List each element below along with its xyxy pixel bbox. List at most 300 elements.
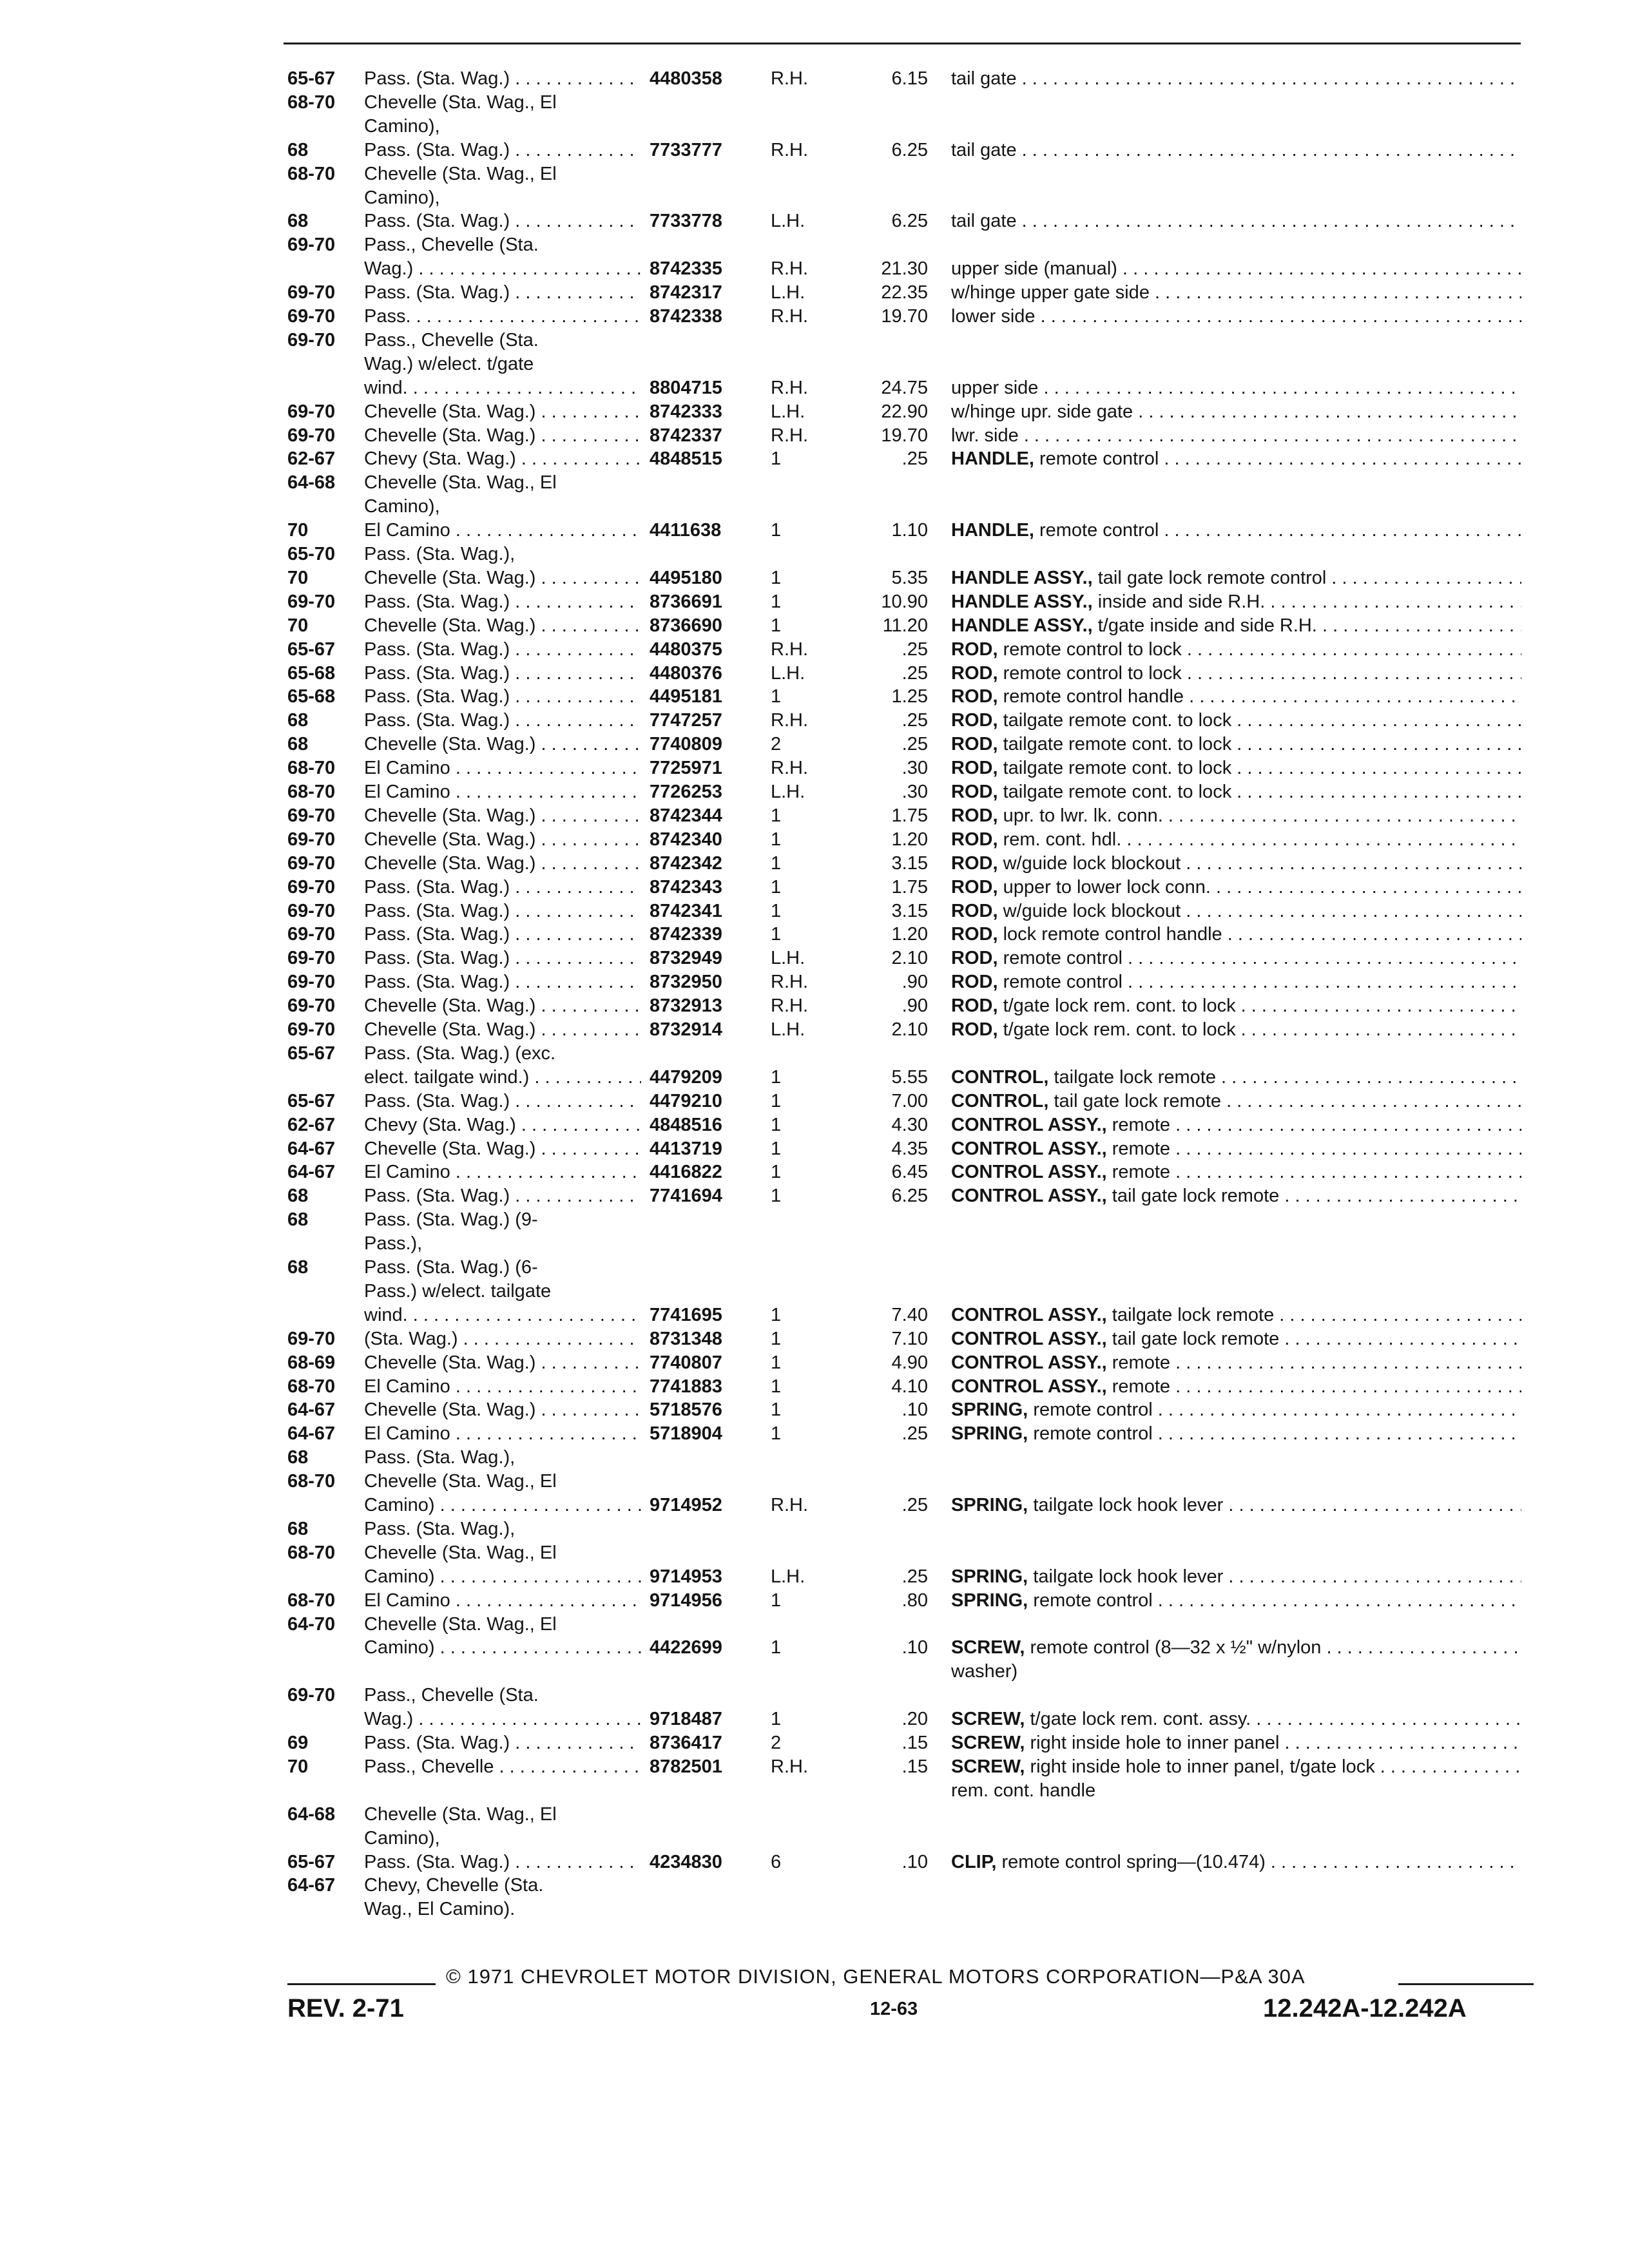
part-number: 8742333: [650, 401, 722, 422]
part-name: CONTROL ASSY.,: [951, 1139, 1107, 1159]
parts-row: [0, 1042, 1629, 1065]
parts-row: [0, 1327, 1629, 1350]
part-name: HANDLE,: [951, 520, 1034, 541]
application: Chevelle (Sta. Wag., El: [364, 1542, 557, 1563]
description: [951, 1731, 1521, 1754]
part-name: CONTROL ASSY.,: [951, 1352, 1107, 1373]
part-number: 7741883: [650, 1376, 722, 1397]
application: wind. . . .: [364, 376, 641, 399]
part-number: 8732914: [650, 1019, 722, 1040]
model-years: 68-70: [287, 1376, 336, 1397]
model-years: 65-68: [287, 686, 336, 707]
part-detail: tailgate lock hook lever: [1033, 1495, 1224, 1515]
part-detail: t/gate inside and side R.H.: [1097, 615, 1317, 636]
part-detail: remote control: [1033, 1423, 1153, 1444]
part-detail: tailgate remote cont. to lock: [1003, 758, 1232, 778]
part-number: 9714956: [650, 1590, 722, 1611]
application: Pass. (Sta. Wag.) . . .: [364, 923, 641, 946]
description: [951, 209, 1521, 233]
application: Chevelle (Sta. Wag., El: [364, 1614, 557, 1635]
parts-row: [0, 305, 1629, 328]
part-number: 8742341: [650, 901, 722, 921]
parts-row: [0, 1113, 1629, 1137]
part-detail: rem. cont. handle: [951, 1780, 1096, 1801]
description: [951, 994, 1521, 1017]
application: Pass. (Sta. Wag.) . . .: [364, 662, 641, 685]
quantity-or-side: R.H.: [771, 258, 808, 279]
list-price: 24.75: [881, 378, 928, 398]
model-years: 64-67: [287, 1399, 336, 1420]
part-number: 4411638: [650, 520, 722, 541]
description: [951, 1589, 1521, 1612]
parts-row: [0, 1898, 1629, 1921]
application: Pass. (Sta. Wag.),: [364, 1447, 516, 1468]
application: Pass. (Sta. Wag.) (9-: [364, 1209, 538, 1230]
model-years: 69-70: [287, 853, 336, 874]
application: Chevelle (Sta. Wag., El: [364, 1804, 557, 1825]
part-number: 4848515: [650, 448, 722, 469]
list-price: .25: [901, 639, 928, 660]
part-detail: t/gate lock rem. cont. assy.: [1030, 1709, 1251, 1729]
part-name: ROD,: [951, 829, 998, 850]
description: [951, 970, 1521, 994]
list-price: .90: [901, 995, 928, 1016]
part-number: 4495180: [650, 568, 722, 588]
description: [951, 566, 1521, 590]
parts-row: [0, 709, 1629, 732]
application: Pass. (Sta. Wag.) . . .: [364, 685, 641, 708]
part-name: SCREW,: [951, 1709, 1025, 1729]
description: [951, 1160, 1521, 1184]
part-detail: w/guide lock blockout: [1003, 901, 1181, 921]
parts-row: [0, 447, 1629, 470]
application: Wag.) w/elect. t/gate: [364, 354, 534, 374]
quantity-or-side: L.H.: [771, 401, 805, 422]
application: Pass., Chevelle (Sta.: [364, 330, 539, 351]
model-years: 68-70: [287, 1542, 336, 1563]
application: Pass. (Sta. Wag.) . . .: [364, 899, 641, 923]
application: Pass. (Sta. Wag.) . . .: [364, 1090, 641, 1113]
description: [951, 400, 1521, 423]
part-detail: washer): [951, 1661, 1018, 1682]
model-years: 68-70: [287, 164, 336, 184]
application: Pass. (Sta. Wag.) . . .: [364, 947, 641, 970]
part-name: SCREW,: [951, 1733, 1025, 1753]
model-years: 65-67: [287, 68, 336, 89]
part-number: 8742337: [650, 425, 722, 446]
model-years: 68: [287, 1257, 309, 1278]
list-price: .80: [901, 1590, 928, 1611]
parts-row: [0, 1470, 1629, 1493]
application: Pass. (Sta. Wag.) . . .: [364, 876, 641, 899]
application: wind. . . .: [364, 1303, 641, 1327]
part-number: 7733777: [650, 140, 722, 160]
parts-row: [0, 1184, 1629, 1207]
part-name: CONTROL ASSY.,: [951, 1115, 1107, 1135]
description: [951, 281, 1521, 304]
part-detail: tailgate lock hook lever: [1033, 1566, 1224, 1587]
parts-row: [0, 115, 1629, 138]
description: [951, 876, 1521, 899]
description: [951, 1137, 1521, 1160]
part-name: CONTROL,: [951, 1091, 1049, 1111]
parts-row: [0, 638, 1629, 661]
parts-row: [0, 590, 1629, 613]
model-years: 69-70: [287, 235, 336, 255]
model-years: 65-67: [287, 1091, 336, 1111]
list-price: .25: [901, 734, 928, 754]
part-number: 4480376: [650, 663, 722, 684]
part-number: 8732913: [650, 995, 722, 1016]
parts-row: [0, 756, 1629, 780]
part-detail: tail gate lock remote: [1112, 1329, 1280, 1349]
parts-row: [0, 614, 1629, 637]
quantity-or-side: 2: [771, 734, 782, 754]
application: Chevelle (Sta. Wag.) . . .: [364, 1351, 641, 1374]
parts-row: [0, 899, 1629, 923]
part-detail: t/gate lock rem. cont. to lock: [1003, 1019, 1236, 1040]
parts-row: [0, 352, 1629, 376]
parts-row: [0, 876, 1629, 899]
description: [951, 733, 1521, 756]
part-name: ROD,: [951, 1019, 998, 1040]
description: [951, 1850, 1521, 1874]
list-price: .25: [901, 448, 928, 469]
description: [951, 638, 1521, 661]
part-name: SCREW,: [951, 1637, 1025, 1658]
top-rule: [284, 43, 1521, 44]
part-number: 4416822: [650, 1162, 722, 1182]
part-detail: remote control spring—(10.474): [1001, 1852, 1266, 1872]
list-price: 7.00: [891, 1091, 928, 1111]
part-detail: remote: [1112, 1115, 1171, 1135]
part-number: 8742342: [650, 853, 722, 874]
quantity-or-side: R.H.: [771, 425, 808, 446]
part-name: CONTROL ASSY.,: [951, 1186, 1107, 1206]
list-price: .25: [901, 663, 928, 684]
description: [951, 756, 1521, 780]
parts-row: [0, 1375, 1629, 1398]
application: Pass. . . .: [364, 305, 641, 328]
part-number: 8736691: [650, 591, 722, 612]
quantity-or-side: 1: [771, 1305, 782, 1325]
application: Chevelle (Sta. Wag.) . . .: [364, 804, 641, 827]
part-detail: upper side: [951, 378, 1039, 398]
part-number: 7740807: [650, 1352, 722, 1373]
quantity-or-side: 1: [771, 591, 782, 612]
description: [951, 899, 1521, 923]
quantity-or-side: L.H.: [771, 1019, 805, 1040]
part-detail: remote: [1112, 1352, 1171, 1373]
part-number: 8782501: [650, 1756, 722, 1777]
footer-rule-left: [287, 1983, 436, 1985]
parts-row: [0, 685, 1629, 708]
quantity-or-side: 1: [771, 924, 782, 945]
application: (Sta. Wag.) . . .: [364, 1327, 641, 1350]
parts-row: [0, 1018, 1629, 1041]
application: Chevelle (Sta. Wag.) . . .: [364, 1137, 641, 1160]
description: [951, 1113, 1521, 1137]
model-years: 69-70: [287, 877, 336, 898]
parts-row: [0, 733, 1629, 756]
list-price: .30: [901, 758, 928, 778]
model-years: 69-70: [287, 306, 336, 327]
list-price: 22.90: [881, 401, 928, 422]
application: Pass. (Sta. Wag.) . . .: [364, 139, 641, 162]
description: [951, 1090, 1521, 1113]
part-detail: remote control: [1003, 948, 1123, 968]
list-price: 5.55: [891, 1067, 928, 1088]
part-detail: inside and side R.H.: [1097, 591, 1266, 612]
list-price: 6.25: [891, 211, 928, 231]
parts-row: [0, 1422, 1629, 1445]
parts-row: [0, 519, 1629, 542]
description: [951, 1707, 1521, 1731]
part-number: 9718487: [650, 1709, 722, 1729]
list-price: 3.15: [891, 901, 928, 921]
model-years: 65-70: [287, 544, 336, 564]
part-name: ROD,: [951, 924, 998, 945]
quantity-or-side: 1: [771, 877, 782, 898]
parts-row: [0, 1874, 1629, 1897]
model-years: 65-67: [287, 639, 336, 660]
list-price: .10: [901, 1637, 928, 1658]
description: [951, 1779, 1521, 1802]
list-price: 10.90: [881, 591, 928, 612]
model-years: 69-70: [287, 1685, 336, 1706]
part-detail: w/hinge upr. side gate: [951, 401, 1133, 422]
parts-row: [0, 1779, 1629, 1802]
model-years: 68: [287, 710, 309, 731]
parts-row: [0, 329, 1629, 352]
application: Camino),: [364, 496, 440, 517]
parts-row: [0, 471, 1629, 494]
model-years: 69-70: [287, 995, 336, 1016]
application: El Camino . . .: [364, 519, 641, 542]
model-years: 69-70: [287, 829, 336, 850]
application: Pass. (Sta. Wag.) . . .: [364, 67, 641, 90]
copyright-text: © 1971 CHEVROLET MOTOR DIVISION, GENERAL MOTORS CORPORATION—P&A 30A: [446, 1965, 1306, 1988]
description: [951, 139, 1521, 162]
parts-row: [0, 947, 1629, 970]
parts-row: [0, 1707, 1629, 1731]
parts-row: [0, 994, 1629, 1017]
list-price: .25: [901, 1495, 928, 1515]
list-price: .25: [901, 1423, 928, 1444]
part-detail: lwr. side: [951, 425, 1019, 446]
part-number: 8742338: [650, 306, 722, 327]
description: [951, 424, 1521, 447]
model-years: 69-70: [287, 1329, 336, 1349]
model-years: 68-70: [287, 92, 336, 113]
footer-bottom-line: [0, 1992, 1629, 2024]
description: [951, 257, 1521, 280]
list-price: 1.75: [891, 805, 928, 826]
footer-copyright-line: [0, 1964, 1629, 1990]
model-years: 65-67: [287, 1852, 336, 1872]
parts-row: [0, 1660, 1629, 1683]
parts-row: [0, 400, 1629, 423]
quantity-or-side: 1: [771, 1091, 782, 1111]
part-number: 8732950: [650, 972, 722, 992]
quantity-or-side: L.H.: [771, 282, 805, 303]
part-detail: remote control to lock: [1003, 639, 1182, 660]
part-number: 8736690: [650, 615, 722, 636]
part-detail: lock remote control handle: [1003, 924, 1222, 945]
list-price: 1.20: [891, 829, 928, 850]
part-name: ROD,: [951, 734, 998, 754]
part-number: 4422699: [650, 1637, 722, 1658]
part-number: 4234830: [650, 1852, 722, 1872]
description: [951, 590, 1521, 613]
application: El Camino . . .: [364, 1422, 641, 1445]
model-years: 69-70: [287, 805, 336, 826]
model-years: 64-67: [287, 1162, 336, 1182]
part-detail: tailgate lock remote: [1112, 1305, 1275, 1325]
application: Pass. (Sta. Wag.) . . .: [364, 638, 641, 661]
model-years: 68: [287, 211, 309, 231]
quantity-or-side: R.H.: [771, 306, 808, 327]
quantity-or-side: 6: [771, 1852, 782, 1872]
list-price: 19.70: [881, 425, 928, 446]
list-price: 4.10: [891, 1376, 928, 1397]
quantity-or-side: R.H.: [771, 1756, 808, 1777]
application: Pass.),: [364, 1233, 423, 1254]
part-number: 7733778: [650, 211, 722, 231]
model-years: 69-70: [287, 972, 336, 992]
model-years: 69-70: [287, 401, 336, 422]
part-detail: tailgate remote cont. to lock: [1003, 734, 1232, 754]
list-price: .25: [901, 710, 928, 731]
part-detail: w/hinge upper gate side: [951, 282, 1150, 303]
part-detail: tail gate: [951, 68, 1017, 89]
application: El Camino . . .: [364, 780, 641, 803]
parts-row: [0, 852, 1629, 875]
part-name: ROD,: [951, 758, 998, 778]
parts-row: [0, 1280, 1629, 1303]
application: Camino),: [364, 1828, 440, 1849]
description: [951, 1660, 1521, 1683]
part-number: 7747257: [650, 710, 722, 731]
quantity-or-side: R.H.: [771, 639, 808, 660]
application: Chevelle (Sta. Wag.) . . .: [364, 994, 641, 1017]
model-years: 68: [287, 1209, 309, 1230]
application: Camino) . . .: [364, 1636, 641, 1659]
parts-row: [0, 162, 1629, 186]
application: Pass.) w/elect. tailgate: [364, 1281, 552, 1302]
quantity-or-side: 1: [771, 1067, 782, 1088]
list-price: 4.35: [891, 1139, 928, 1159]
application: Wag., El Camino).: [364, 1899, 516, 1919]
part-number: 4413719: [650, 1139, 722, 1159]
part-detail: upper side (manual): [951, 258, 1117, 279]
part-detail: remote control: [1033, 1590, 1153, 1611]
parts-row: [0, 923, 1629, 946]
part-name: CLIP,: [951, 1852, 997, 1872]
model-years: 69-70: [287, 330, 336, 351]
description: [951, 1565, 1521, 1588]
quantity-or-side: 1: [771, 1423, 782, 1444]
list-price: .15: [901, 1733, 928, 1753]
parts-row: [0, 1755, 1629, 1778]
part-detail: remote control to lock: [1003, 663, 1182, 684]
model-years: 68-70: [287, 1471, 336, 1492]
part-number: 8732949: [650, 948, 722, 968]
part-detail: t/gate lock rem. cont. to lock: [1003, 995, 1236, 1016]
list-price: 22.35: [881, 282, 928, 303]
parts-row: [0, 1827, 1629, 1850]
list-price: .20: [901, 1709, 928, 1729]
model-years: 69-70: [287, 591, 336, 612]
quantity-or-side: 1: [771, 805, 782, 826]
part-number: 7741695: [650, 1305, 722, 1325]
description: [951, 1066, 1521, 1089]
description: [951, 780, 1521, 803]
part-number: 8804715: [650, 378, 722, 398]
quantity-or-side: 1: [771, 1115, 782, 1135]
part-detail: remote control: [1039, 448, 1159, 469]
quantity-or-side: L.H.: [771, 782, 805, 802]
parts-row: [0, 1850, 1629, 1874]
list-price: .10: [901, 1399, 928, 1420]
application: Pass. (Sta. Wag.) . . .: [364, 970, 641, 994]
application: Wag.) . . .: [364, 257, 641, 280]
description: [951, 614, 1521, 637]
parts-row: [0, 91, 1629, 114]
model-years: 69-70: [287, 948, 336, 968]
model-years: 64-70: [287, 1614, 336, 1635]
parts-row: [0, 1494, 1629, 1517]
parts-row: [0, 1613, 1629, 1636]
part-detail: w/guide lock blockout: [1003, 853, 1181, 874]
list-price: 4.30: [891, 1115, 928, 1135]
parts-row: [0, 1731, 1629, 1754]
description: [951, 1018, 1521, 1041]
description: [951, 1755, 1521, 1778]
description: [951, 1184, 1521, 1207]
application: Chevy (Sta. Wag.) . . .: [364, 1113, 641, 1137]
application: Chevelle (Sta. Wag., El: [364, 92, 557, 113]
description: [951, 1422, 1521, 1445]
description: [951, 709, 1521, 732]
parts-row: [0, 1137, 1629, 1160]
parts-row: [0, 1256, 1629, 1279]
application: Pass., Chevelle . . .: [364, 1755, 641, 1778]
part-name: HANDLE ASSY.,: [951, 615, 1093, 636]
part-name: ROD,: [951, 901, 998, 921]
application: El Camino . . .: [364, 756, 641, 780]
description: [951, 1303, 1521, 1327]
part-name: HANDLE ASSY.,: [951, 568, 1093, 588]
list-price: 1.10: [891, 520, 928, 541]
model-years: 69-70: [287, 924, 336, 945]
part-number: 4479210: [650, 1091, 722, 1111]
part-detail: tailgate remote cont. to lock: [1003, 782, 1232, 802]
quantity-or-side: R.H.: [771, 68, 808, 89]
description: [951, 662, 1521, 685]
part-detail: right inside hole to inner panel: [1030, 1733, 1280, 1753]
quantity-or-side: 1: [771, 853, 782, 874]
application: Pass. (Sta. Wag.) (6-: [364, 1257, 538, 1278]
part-number: 8742344: [650, 805, 722, 826]
part-name: CONTROL ASSY.,: [951, 1376, 1107, 1397]
part-name: SPRING,: [951, 1399, 1028, 1420]
application: Pass. (Sta. Wag.) . . .: [364, 209, 641, 233]
application: Chevy, Chevelle (Sta.: [364, 1875, 544, 1896]
part-name: ROD,: [951, 710, 998, 731]
description: [951, 1351, 1521, 1374]
description: [951, 1636, 1521, 1659]
